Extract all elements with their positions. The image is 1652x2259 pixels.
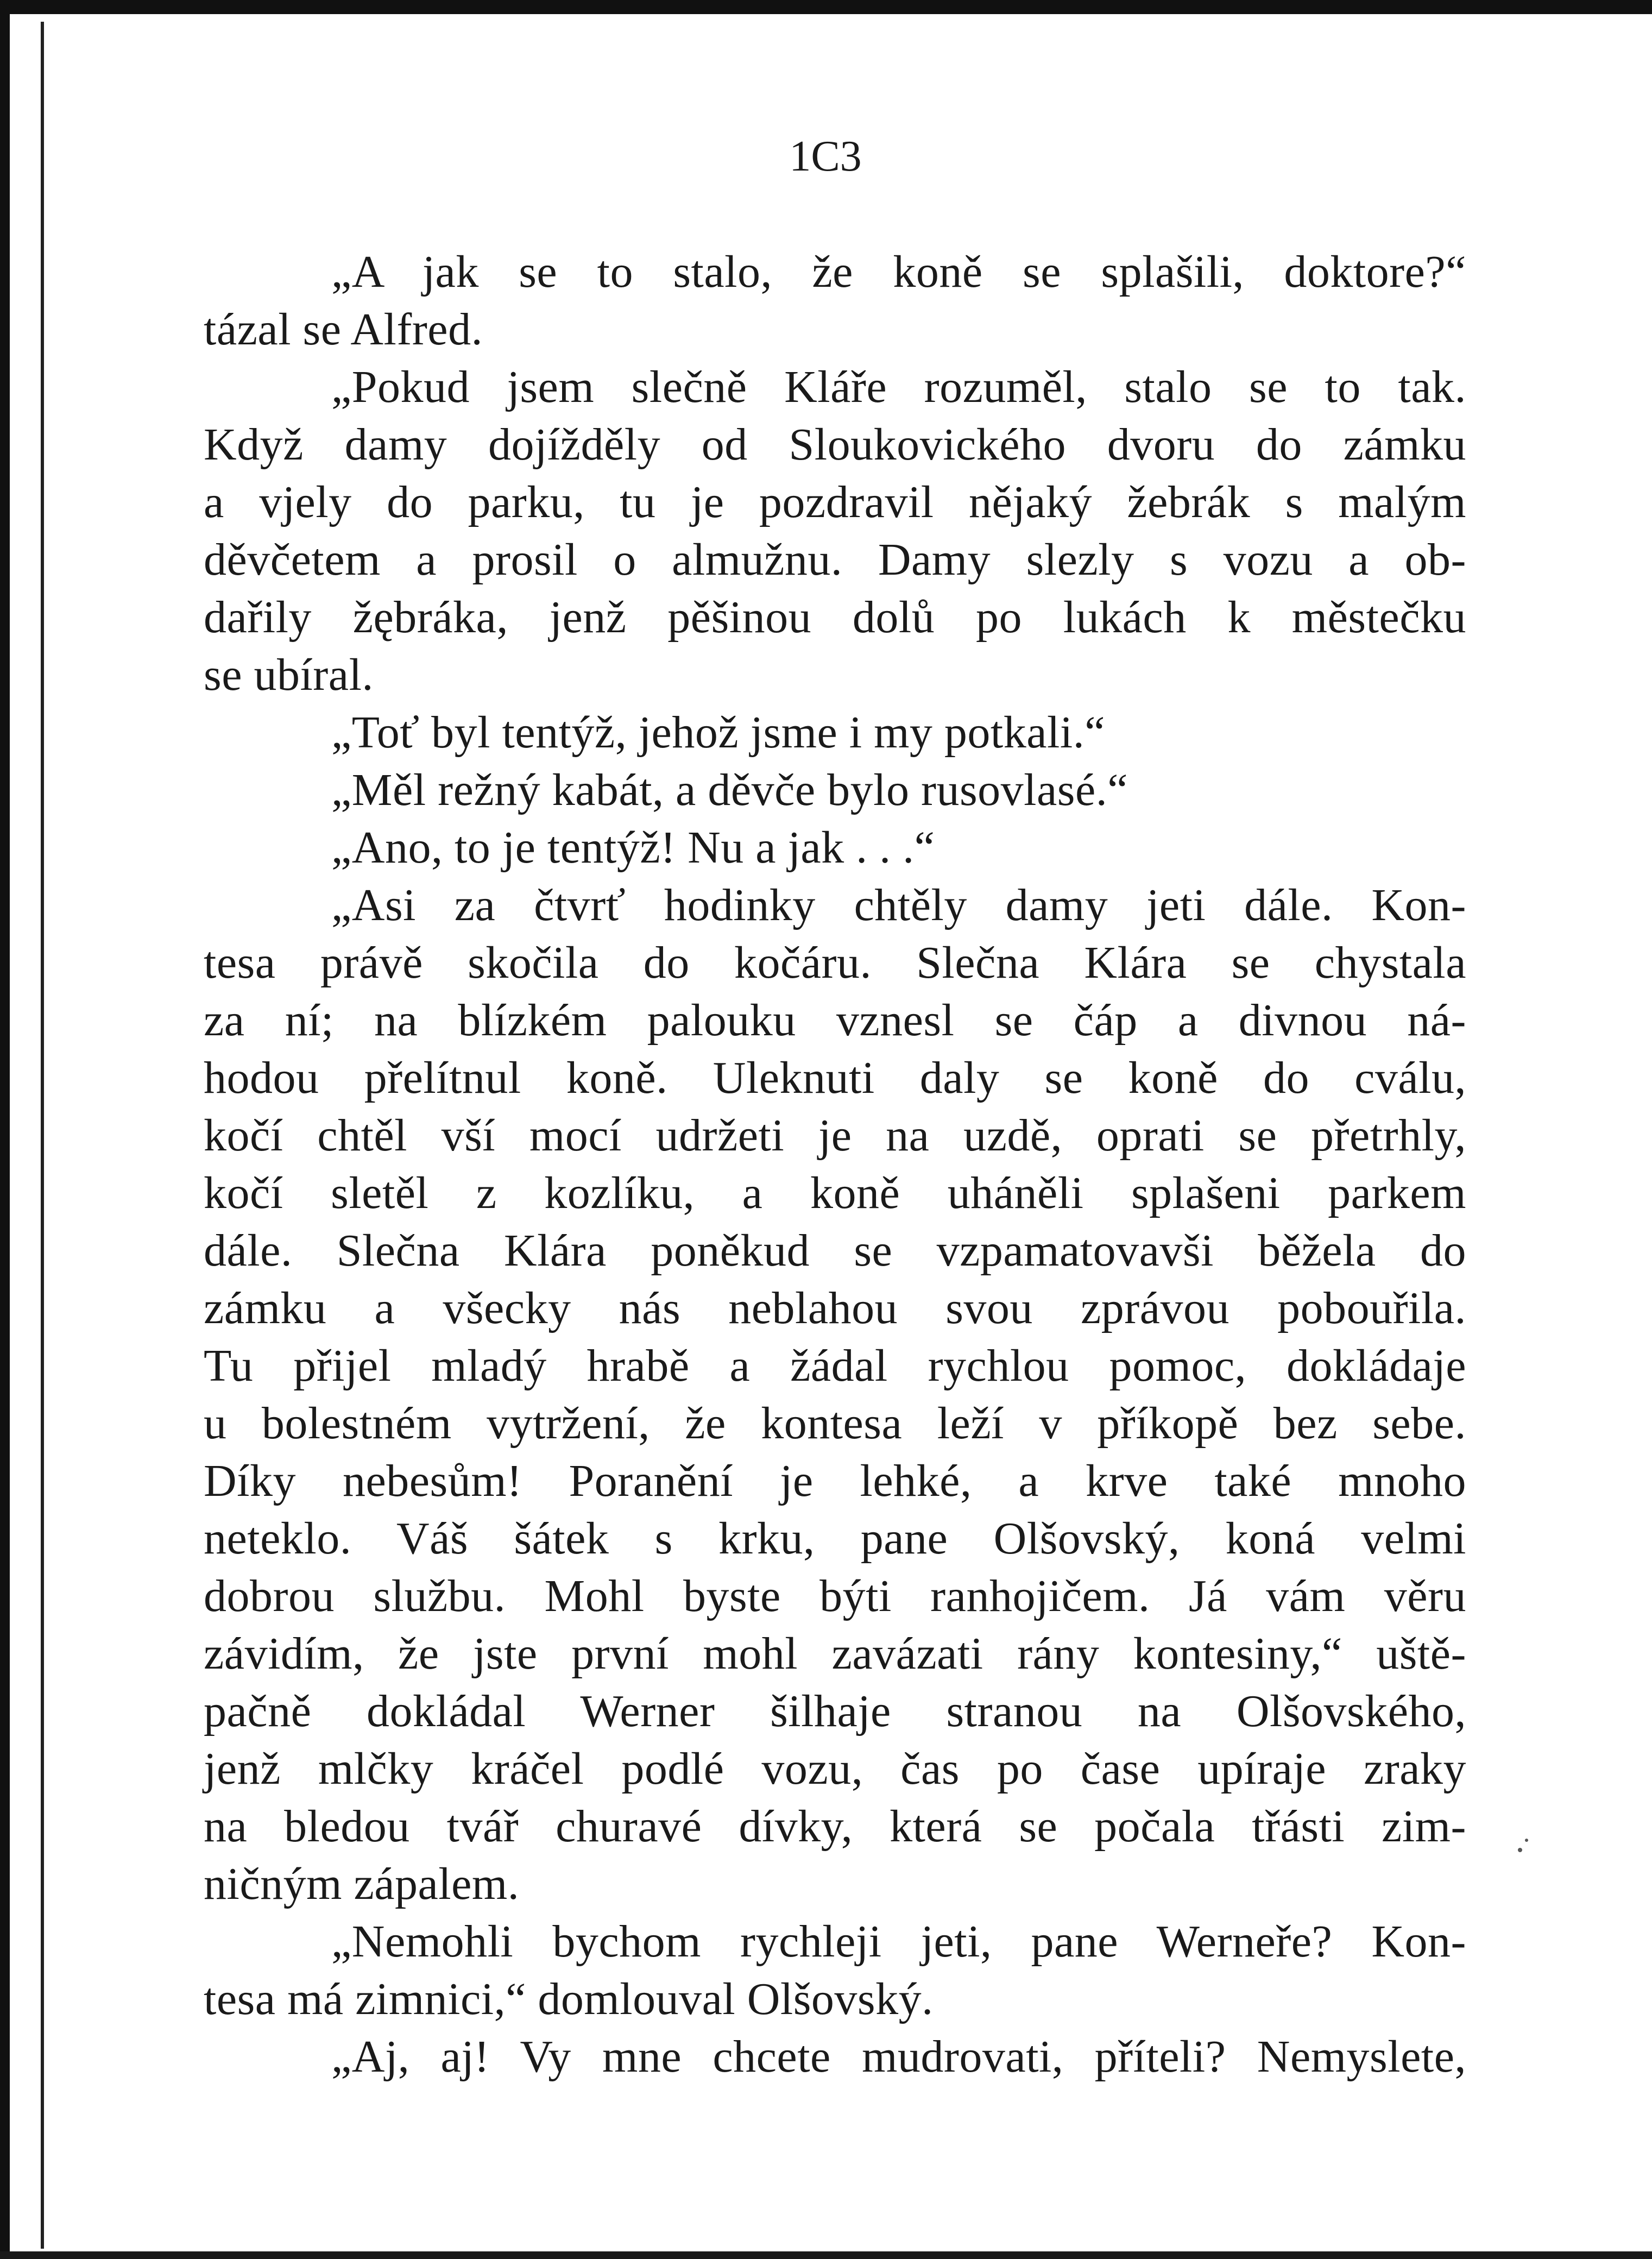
- text-line: hodou přelítnul koně. Uleknuti daly se koně do cválu,: [204, 1053, 1466, 1103]
- text-line: tázal se Alfred.: [204, 304, 483, 355]
- text-line: dále. Slečna Klára poněkud se vzpamatovavši běžela do: [204, 1225, 1466, 1276]
- scan-speck: [1525, 1839, 1528, 1842]
- text-line: neteklo. Váš šátek s krku, pane Olšovský, koná velmi: [204, 1513, 1466, 1564]
- text-line: „Ano, to je tentýž! Nu a jak . . .“: [331, 822, 935, 873]
- text-line: zámku a všecky nás neblahou svou zprávou pobouřila.: [204, 1283, 1466, 1333]
- text-line: závidím, že jste první mohl zavázati rány kontesiny,“ uště-: [204, 1628, 1466, 1679]
- text-line: „Pokud jsem slečně Kláře rozuměl, stalo se to tak.: [331, 362, 1466, 412]
- text-line: dařily žębráka, jenž pěšinou dolů po lukách k městečku: [204, 592, 1466, 643]
- text-line: Díky nebesům! Poranění je lehké, a krve také mnoho: [204, 1456, 1466, 1506]
- text-line: „Aj, aj! Vy mne chcete mudrovati, příteli? Nemyslete,: [331, 2031, 1466, 2082]
- page-number: 1C3: [789, 133, 862, 180]
- text-line: na bledou tvář churavé dívky, která se počala třásti zim-: [204, 1801, 1466, 1852]
- text-line: tesa má zimnici,“ domlouval Olšovský.: [204, 1974, 934, 2024]
- body-text: [204, 243, 1466, 2086]
- text-line: „Toť byl tentýž, jehož jsme i my potkali.“: [331, 707, 1106, 758]
- text-line: dobrou službu. Mohl byste býti ranhojičem. Já vám věru: [204, 1571, 1466, 1621]
- text-line: Tu přijel mladý hrabě a žádal rychlou pomoc, dokládaje: [204, 1341, 1466, 1391]
- text-line: děvčetem a prosil o almužnu. Damy slezly s vozu a ob-: [204, 534, 1466, 585]
- text-line: „Měl režný kabát, a děvče bylo rusovlasé.“: [331, 765, 1128, 815]
- text-line: kočí sletěl z kozlíku, a koně uháněli splašeni parkem: [204, 1168, 1466, 1218]
- text-line: Když damy dojížděly od Sloukovického dvoru do zámku: [204, 419, 1466, 470]
- text-line: u bolestném vytržení, že kontesa leží v příkopě bez sebe.: [204, 1398, 1466, 1449]
- text-line: „A jak se to stalo, že koně se splašili, doktore?“: [331, 247, 1466, 297]
- text-line: a vjely do parku, tu je pozdravil nějaký žebrák s malým: [204, 477, 1466, 527]
- text-line: za ní; na blízkém palouku vznesl se čáp a divnou ná-: [204, 995, 1466, 1046]
- text-line: kočí chtěl vší mocí udržeti je na uzdě, oprati se přetrhly,: [204, 1110, 1466, 1161]
- text-line: „Nemohli bychom rychleji jeti, pane Werneře? Kon-: [331, 1916, 1466, 1967]
- text-line: pačně dokládal Werner šilhaje stranou na Olšovského,: [204, 1686, 1466, 1736]
- text-line: ničným zápalem.: [204, 1859, 520, 1909]
- text-line: jenž mlčky kráčel podlé vozu, čas po čase upíraje zraky: [204, 1744, 1466, 1794]
- text-line: „Asi za čtvrť hodinky chtěly damy jeti dále. Kon-: [331, 880, 1466, 930]
- text-line: se ubíral.: [204, 650, 374, 700]
- scan-speck: [1518, 1848, 1522, 1852]
- text-line: tesa právě skočila do kočáru. Slečna Klára se chystala: [204, 937, 1466, 988]
